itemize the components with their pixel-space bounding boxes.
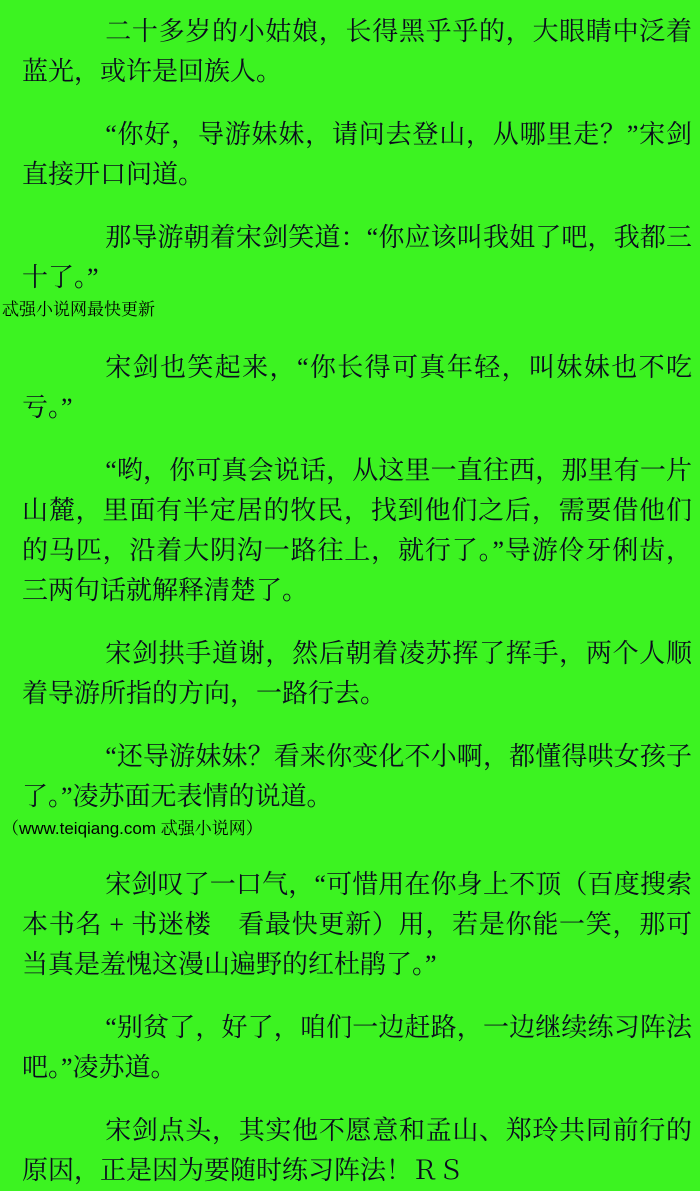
novel-paragraph: “你好，导游妹妹，请问去登山，从哪里走？”宋剑直接开口问道。 [22, 120, 692, 189]
novel-paragraph: “别贫了，好了，咱们一边赶路，一边继续练习阵法吧。”凌苏道。 [22, 1013, 692, 1082]
novel-paragraph: 宋剑点头，其实他不愿意和孟山、郑玲共同前行的原因，正是因为要随时练习阵法！ＲＳ [22, 1116, 692, 1185]
novel-paragraph: “哟，你可真会说话，从这里一直往西，那里有一片山麓，里面有半定居的牧民，找到他们之后，需要借他们的马匹，沿着大阴沟一路往上，就行了。”导游伶牙俐齿，三两句话就解释清楚了。 [22, 456, 692, 605]
site-watermark-update-notice: 忒强小说网最快更新 [2, 300, 155, 319]
novel-paragraph: 宋剑也笑起来，“你长得可真年轻，叫妹妹也不吃亏。” [22, 353, 692, 422]
novel-paragraph: 宋剑叹了一口气，“可惜用在你身上不顶（百度搜索本书名 + 书迷楼 看最快更新）用，若是你能一笑，那可当真是羞愧这漫山遍野的红杜鹃了。” [22, 870, 692, 979]
novel-paragraph: 宋剑拱手道谢，然后朝着凌苏挥了挥手，两个人顺着导游所指的方向，一路行去。 [22, 639, 692, 708]
novel-paragraph: 那导游朝着宋剑笑道：“你应该叫我姐了吧，我都三十了。” [22, 223, 692, 292]
novel-paragraph: “还导游妹妹？看来你变化不小啊，都懂得哄女孩子了。”凌苏面无表情的说道。 [22, 742, 692, 811]
novel-paragraph: 二十多岁的小姑娘，长得黑乎乎的，大眼睛中泛着蓝光，或许是回族人。 [22, 17, 692, 86]
site-watermark-url: （www.teiqiang.com 忒强小说网） [2, 819, 263, 838]
